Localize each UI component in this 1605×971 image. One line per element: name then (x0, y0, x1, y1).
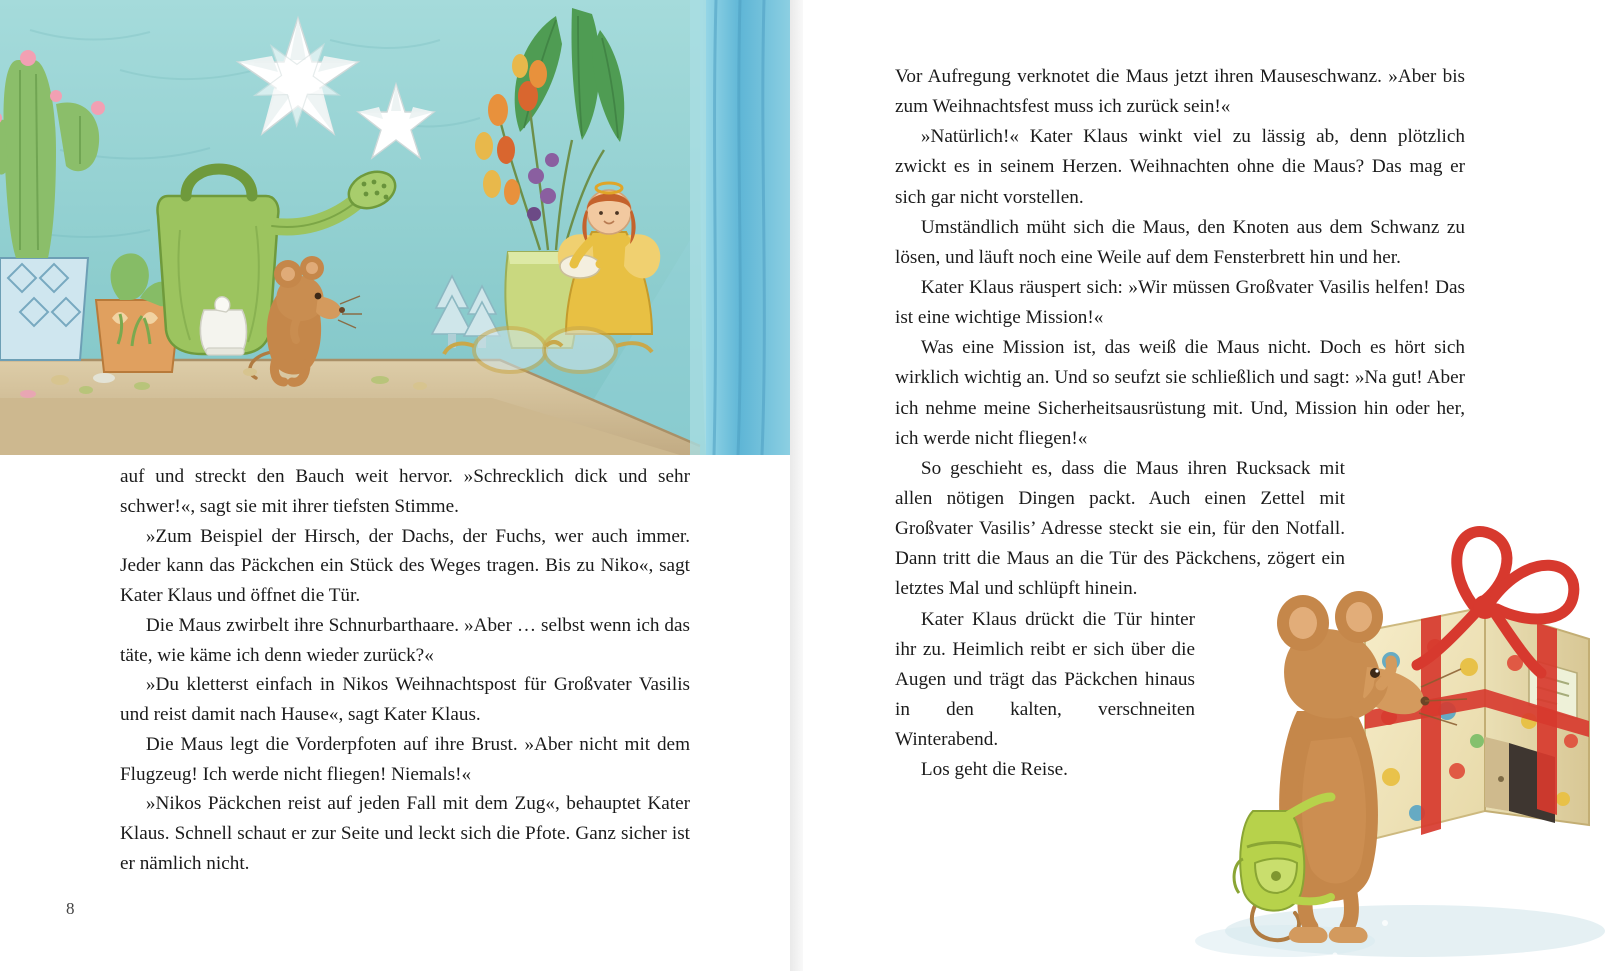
paragraph: auf und streckt den Bauch weit hervor. »Schrecklich dick und sehr schwer!«, sagt sie mit ihrer tiefsten Stimme. (120, 466, 690, 517)
paragraph: So geschieht es, dass die Maus ihren Rucksack mit allen nötigen Dingen packt. Auch einen Zettel mit Großvater Vasilis’ Adresse steckt sie ein, für den Notfall. Dann tritt die Maus an die Tür des Päckchens, zögert ein letztes Mal und schlüpft hinein. (895, 457, 1345, 600)
windowsill-illustration (0, 0, 790, 455)
paragraph: Die Maus zwirbelt ihre Schnurbarthaare. »Aber … selbst wenn ich das täte, wie käme ich denn wieder zurück?« (120, 614, 690, 666)
paragraph: »Nikos Päckchen reist auf jeden Fall mit dem Zug«, behauptet Kater Klaus. Schnell schaut er zur Seite und leckt sich die Pfote. Ganz sicher ist er nämlich nicht. (120, 793, 690, 874)
paragraph: Kater Klaus drückt die Tür hinter ihr zu. Heimlich reibt er sich über die Augen und trägt das Päckchen hinaus in den kalten, verschneiten Winterabend. (895, 608, 1195, 751)
paragraph: Los geht die Reise. (920, 759, 1068, 781)
curtain (700, 0, 790, 455)
paragraph: Vor Aufregung verknotet die Maus jetzt ihren Mauseschwanz. »Aber bis zum Weihnachtsfest muss ich zurück sein!« (895, 66, 1465, 118)
paragraph: Kater Klaus räuspert sich: »Wir müssen Großvater Vasilis helfen! Das ist eine wichtige Mission!« (895, 276, 1465, 329)
page-number: 8 (66, 899, 75, 918)
mouse-and-parcel-illustration (1185, 411, 1605, 971)
paragraph: »Natürlich!« Kater Klaus winkt viel zu lässig ab, denn plötzlich zwickt es in seinem Herzen. Weihnachten ohne die Maus? Das mag er sich gar nicht vorstellen. (895, 126, 1465, 208)
right-page (803, 0, 1605, 971)
paragraph: Die Maus legt die Vorderpfoten auf ihre Brust. »Aber nicht mit dem Flugzeug! Ich werde nicht fliegen! Niemals!« (120, 733, 690, 785)
windowsill-illustration-svg (0, 0, 790, 455)
paragraph: »Du kletterst einfach in Nikos Weihnachtspost für Großvater Vasilis und reist damit nach Hause«, sagt Kater Klaus. (120, 674, 690, 725)
paragraph: »Zum Beispiel der Hirsch, der Dachs, der Fuchs, wer auch immer. Jeder kann das Päckchen ein Stück des Weges tragen. Bis zu Niko«, sagt Kater Klaus und öffnet die Tür. (120, 525, 690, 606)
mouse-and-parcel-svg (1185, 411, 1605, 971)
paragraph: Umständlich müht sich die Maus, den Knoten aus dem Schwanz zu lösen, und läuft noch eine Weile auf dem Fensterbrett hin und her. (895, 216, 1465, 268)
paragraph: Was eine Mission ist, das weiß die Maus nicht. Doch es hört sich wirklich wichtig an. Und so seufzt sie schließlich und sagt: »Na gut! Aber ich nehme meine Sicherheitsausrüstung mit. Und, Mission hin oder her, ich werde nicht fliegen!« (895, 337, 1465, 449)
left-page-body (120, 462, 690, 879)
